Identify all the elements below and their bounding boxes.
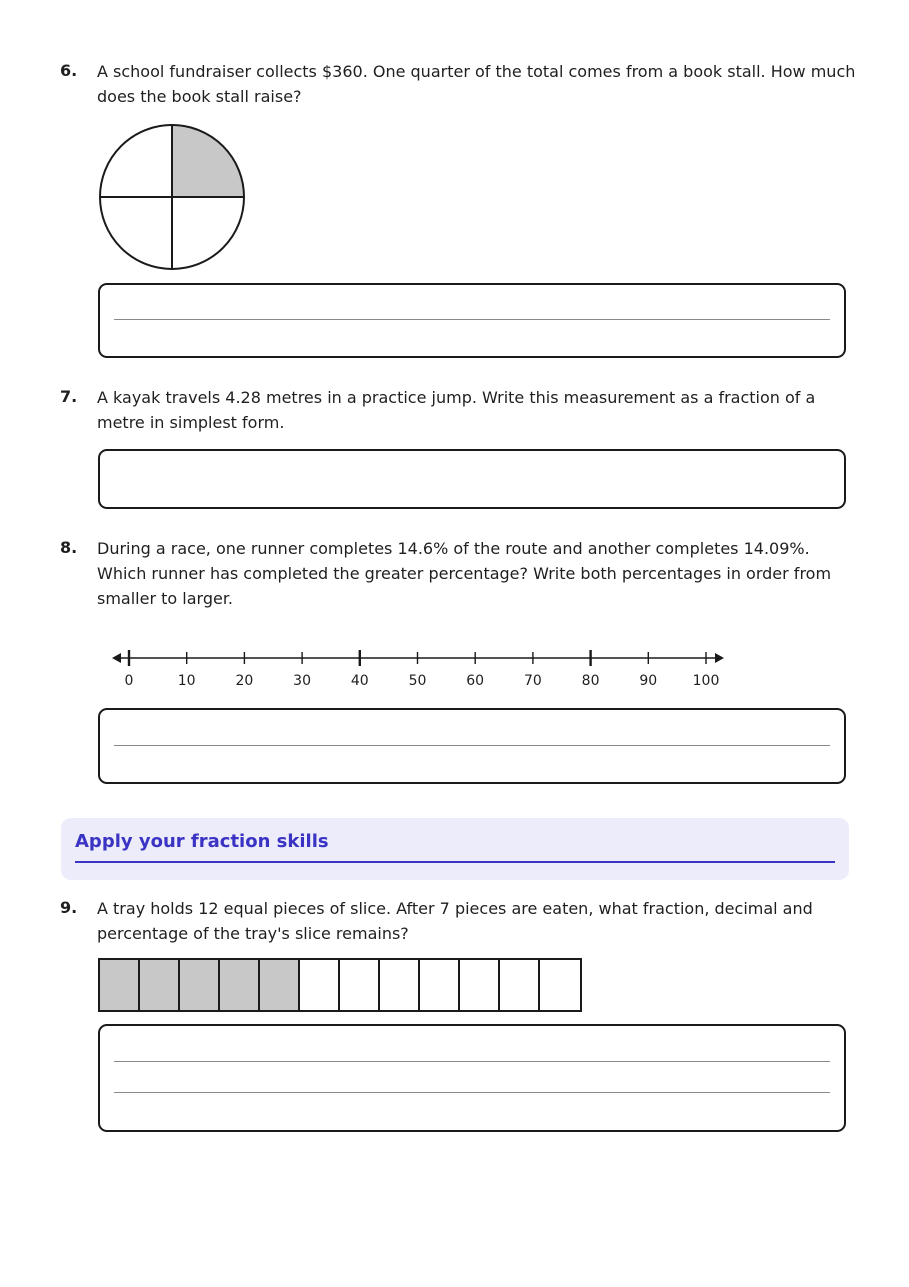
strip-cell [340,960,380,1010]
question-8-answer-box[interactable] [98,708,846,784]
question-9-number: 9. [60,898,78,917]
number-line-label: 50 [408,673,427,689]
strip-cell [380,960,420,1010]
strip-cell [540,960,580,1010]
strip-cell-shaded [220,960,260,1010]
strip-cell-shaded [180,960,220,1010]
answer-line [114,745,830,746]
left-arrow-icon [112,653,121,663]
strip-cell [460,960,500,1010]
number-line-label: 70 [523,673,542,689]
question-8-text: During a race, one runner completes 14.6% of the route and another completes 14.09%. Which runner has completed the greater percentage? Write both percentages in order from smaller to larger. [97,539,832,608]
number-line-label: 30 [293,673,311,689]
number-line-label: 80 [581,673,600,689]
question-6-number: 6. [60,61,78,80]
section-banner [61,818,849,880]
question-7-text: A kayak travels 4.28 metres in a practice jump. Write this measurement as a fraction of a metre in simplest form. [97,388,816,432]
strip-cell [500,960,540,1010]
strip-cell [300,960,340,1010]
number-line-label: 10 [177,673,196,689]
number-line-label: 40 [350,673,369,689]
strip-cell-shaded [260,960,300,1010]
number-line-label: 60 [466,673,485,689]
strip-cell-shaded [100,960,140,1010]
number-line-label: 20 [235,673,254,689]
answer-line [114,319,830,320]
answer-line [114,1092,830,1093]
question-6-text: A school fundraiser collects $360. One quarter of the total comes from a book stall. How much does the book stall raise? [97,62,856,106]
quarter-circle-diagram [97,122,247,272]
strip-cell-shaded [140,960,180,1010]
number-line [100,643,740,673]
section-underline [75,861,835,863]
number-line-label: 0 [124,673,134,689]
number-line-label: 90 [639,673,658,689]
question-8-number: 8. [60,538,78,557]
question-7-number: 7. [60,387,78,406]
question-6-answer-box[interactable] [98,283,846,358]
question-9-answer-box[interactable] [98,1024,846,1132]
fraction-strip [98,958,582,1012]
number-line-label: 100 [692,673,720,689]
answer-line [114,1061,830,1062]
question-7-answer-box[interactable] [98,449,846,509]
strip-cell [420,960,460,1010]
right-arrow-icon [715,653,724,663]
question-9-text: A tray holds 12 equal pieces of slice. After 7 pieces are eaten, what fraction, decimal and percentage of the tray's slice remains? [97,899,813,943]
section-title: Apply your fraction skills [75,831,329,852]
